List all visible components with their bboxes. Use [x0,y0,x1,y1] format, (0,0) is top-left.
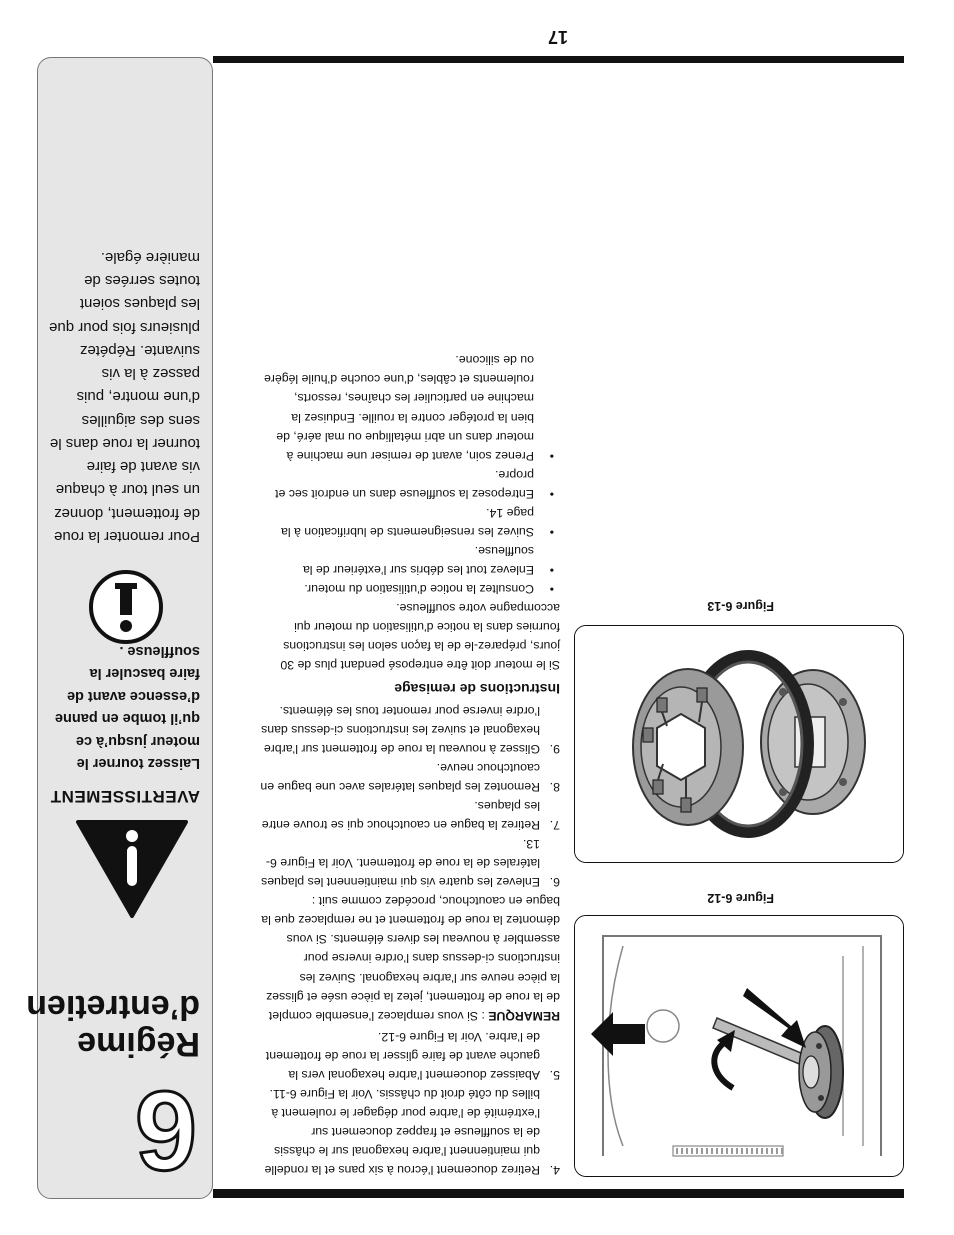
top-rule [213,1189,904,1198]
figure-6-12-caption: Figure 6-12 [707,891,774,905]
step-number: 9. [549,741,560,756]
step-text: Remontez les plaques latérales avec une bague en caoutchouc neuve. [260,761,540,795]
friction-wheel-exploded-illustration [574,625,903,862]
info-text: Pour remonter la roue de frottement, donnez un seul tour à chaque vis avant de faire tourner la roue dans le sens des aiguilles d’une montre, puis passez à la vis suivante. Répétez plusieurs fois pour que les plaques soient toutes serrées de manière égale. [49,249,200,545]
bullet-icon: • [549,486,554,501]
note-text: : Si vous remplacez l’ensemble complet de la roue de frottement, jetez la pièce usée et glissez la pièce neuve sur l’arbre hexagonal. Suivez les instructions ci-dessus dans l’ordre inverse pour assembler à nouveau les divers éléments. Si vous démontez la roue de frottement et ne remplacez que la bague en caoutchouc, procédez comme suit : [261,894,560,1023]
step-4 [260,1084,560,1179]
step-6 [260,834,560,891]
note-paragraph [260,891,560,1024]
warning-heading: AVERTISSEMENT [50,787,200,806]
step-text: Retirez doucement l’écrou à six pans et la rondelle qui maintiennent l’arbre hexagonal sur le châssis de la souffleuse et frappez doucement sur l’extrémité de l’arbre pour dégager le roulement à billes du côté droit du châssis. Voir la Figure 6-11. [264,1086,540,1177]
bullet-text: Consultez la notice d’utilisation du moteur. [304,581,534,596]
bullet-icon: • [549,448,554,463]
step-text: Enlevez les quatre vis qui maintiennent les plaques latérales de la roue de frottement. Voir la Figure 6-13. [261,837,540,890]
bottom-rule [213,56,904,63]
bullet-icon: • [549,581,554,596]
step-7 [260,796,560,834]
page-number: 17 [547,27,569,47]
warning-icon [74,818,190,920]
storage-bullet [260,541,560,579]
storage-bullet [260,579,560,598]
storage-heading: Instructions de remisage [394,680,560,697]
storage-intro: Si le moteur doit être entreposé pendant plus de 30 jours, préparez-le de la façon selon les instructions fournies dans la notice d’utilisation du moteur qui accompagne votre souffleuse. [280,601,560,673]
step-5 [260,1027,560,1084]
friction-wheel-shaft-illustration [574,915,903,1176]
step-text: Abaissez doucement l’arbre hexagonal vers la gauche avant de faire glisser la roue de frottement de l’arbre. Voir la Figure 6-12. [265,1029,540,1082]
bullet-text: Suivez les renseignements de lubrification à la page 14. [281,505,534,539]
step-number: 8. [549,780,560,795]
sidebar [26,57,213,1199]
bullet-text: Prenez soin, avant de remiser une machine à moteur dans un abri métallique ou mal aéré, de bien la protéger contre la rouille. Enduisez la machine en particulier les chaînes, ressorts, roulements et câbles, d’une couche d’huile légère ou de silicone. [263,353,534,463]
note-label: REMARQUE [488,1008,560,1023]
step-number: 5. [549,1067,560,1082]
figure-6-13 [574,625,904,863]
figure-6-12 [574,915,904,1177]
storage-bullet [260,350,560,464]
figure-6-13-caption: Figure 6-13 [707,599,774,613]
instructions-column [260,350,560,1179]
step-number: 7. [549,818,560,833]
storage-bullet [260,465,560,503]
info-icon [87,568,165,646]
step-number: 6. [549,875,560,890]
step-9 [260,701,560,758]
bullet-text: Entreposez la souffleuse dans un endroit sec et propre. [275,467,534,501]
warning-text: Laissez tourner le moteur jusqu’à ce qu’il tombe en panne d’essence avant de faire basculer la souffleuse . [54,642,200,771]
chapter-title: Régime d’entretien [26,987,200,1063]
step-8 [260,758,560,796]
storage-bullet [260,503,560,541]
chapter-number: 6 [134,1068,197,1193]
step-text: Retirez la bague en caoutchouc qui se trouve entre les plaques. [261,799,540,833]
bullet-icon: • [549,562,554,577]
step-number: 4. [549,1163,560,1177]
step-text: Glissez à nouveau la roue de frottement sur l’arbre hexagonal et suivez les instructions ci-dessus dans l’ordre inverse pour remonter tous les éléments. [261,703,540,756]
bullet-icon: • [549,524,554,539]
bullet-text: Enlevez tout les débris sur l’extérieur de la souffleuse. [302,543,534,577]
